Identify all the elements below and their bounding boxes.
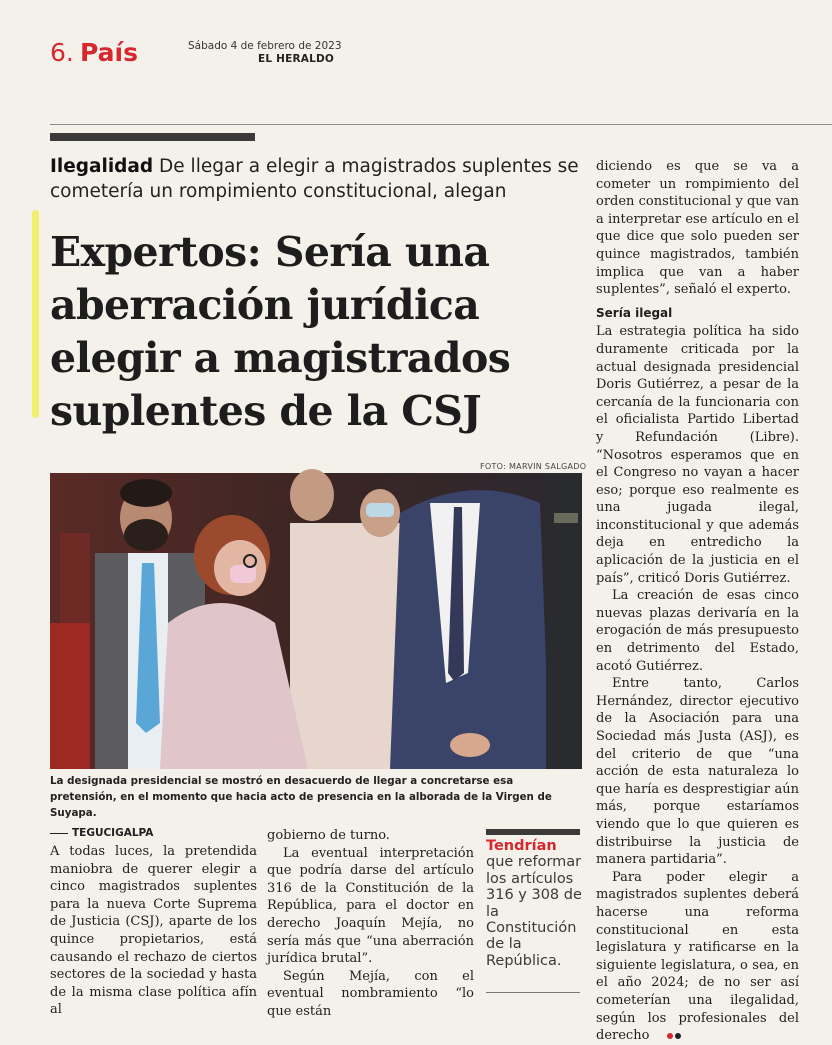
body-column-3 — [596, 158, 799, 1045]
pull-quote — [486, 838, 582, 969]
news-photo — [50, 473, 582, 769]
dateline — [50, 827, 153, 839]
body-column-1 — [50, 843, 257, 1019]
kicker-label: Ilegalidad — [50, 156, 154, 177]
paragraph-final — [596, 869, 799, 1045]
pull-quote-rule — [486, 829, 580, 835]
subhead: Sería ilegal — [596, 305, 673, 320]
kicker — [50, 154, 585, 204]
dateline-text: TEGUCIGALPA — [72, 827, 154, 839]
highlighter-mark — [32, 210, 39, 418]
newspaper-name: EL HERALDO — [258, 53, 335, 65]
end-mark-icon — [649, 1027, 681, 1045]
dateline-rule — [50, 833, 68, 834]
section-name: País — [80, 38, 138, 67]
headline: Expertos: Sería una aberración jurídica elegir a magistrados suplentes de la CSJ — [50, 228, 511, 435]
paragraph: La eventual interpretación que podría darse del artículo 316 de la Constitución de la República, para el doctor en derecho Joaquín Mejía, no sería más que “una aberración jurídica brutal”. — [267, 845, 474, 967]
paragraph: gobierno de turno. — [267, 828, 390, 843]
pull-quote-text: que reformar los artículos 316 y 308 de la Constitución de la República. — [486, 854, 582, 969]
photo-caption: La designada presidencial se mostró en desacuerdo de llegar a concretarse esa pretensión, en el momento que hacia acto de presencia en la alborada de la Virgen de Suyapa. — [50, 775, 552, 819]
paragraph: Entre tanto, Carlos Hernández, director ejecutivo de la Asociación para una Sociedad más Justa (ASJ), es del criterio de que “una acción de esta naturaleza lo que haría es desprestigiar aún más, porque estaríamos viendo que lo que quieren es distribuirse la justicia de manera partidaria”. — [596, 676, 799, 868]
paragraph: La estrategia política ha sido duramente criticada por la actual designada presidencial Doris Gutiérrez, a pesar de la cercanía de la funcionaria con el oficialista Partido Libertad y Refundación (Libre). “Nosotros esperamos que en el Congreso no vayan a hacer eso; porque eso realmente es una jugada ilegal, inconstitucional y que además deja en entredicho la aplicación de la justicia en el país”, criticó Doris Gutiérrez. — [596, 324, 799, 586]
edition-date: Sábado 4 de febrero de 2023 — [188, 40, 342, 52]
paragraph: A todas luces, la pretendida maniobra de querer elegir a cinco magistrados suplentes para la nueva Corte Suprema de Justicia (CSJ), aparte de los quince propietarios, está causando el rechazo de ciertos sectores de la sociedad y hasta de la misma clase política afín al — [50, 844, 257, 1018]
paragraph: Según Mejía, con el eventual nombramiento “lo que están — [267, 968, 474, 1019]
photo-illustration — [50, 473, 582, 769]
photo-credit: FOTO: MARVIN SALGADO — [480, 462, 587, 471]
lead-bar — [50, 133, 255, 141]
paragraph-final-text: Para poder elegir a magistrados suplentes deberá hacerse una reforma constitucional en esta legislatura y ratificarse en la siguiente legislatura, o sea, en el año 2024; de no ser así cometerían una ilegalidad, según los profesionales del derecho — [596, 869, 799, 1044]
page-number: 6. — [50, 38, 74, 67]
paragraph: diciendo es que se va a cometer un rompimiento del orden constitucional y que van a interpretar ese artículo en el que dice que solo pueden ser quince magistrados, también implica que van a haber suplentes”, señaló el experto. — [596, 159, 799, 298]
pull-quote-lead: Tendrían — [486, 838, 557, 854]
pull-quote-bottom-rule — [486, 992, 580, 993]
body-column-2 — [267, 827, 474, 1021]
folio-divider — [50, 124, 832, 125]
paragraph: La creación de esas cinco nuevas plazas derivaría en la erogación de más presupuesto en detrimento del Estado, acotó Gutiérrez. — [596, 588, 799, 674]
kicker-text: De llegar a elegir a magistrados suplentes se cometería un rompimiento constitucional, alegan — [50, 156, 579, 202]
